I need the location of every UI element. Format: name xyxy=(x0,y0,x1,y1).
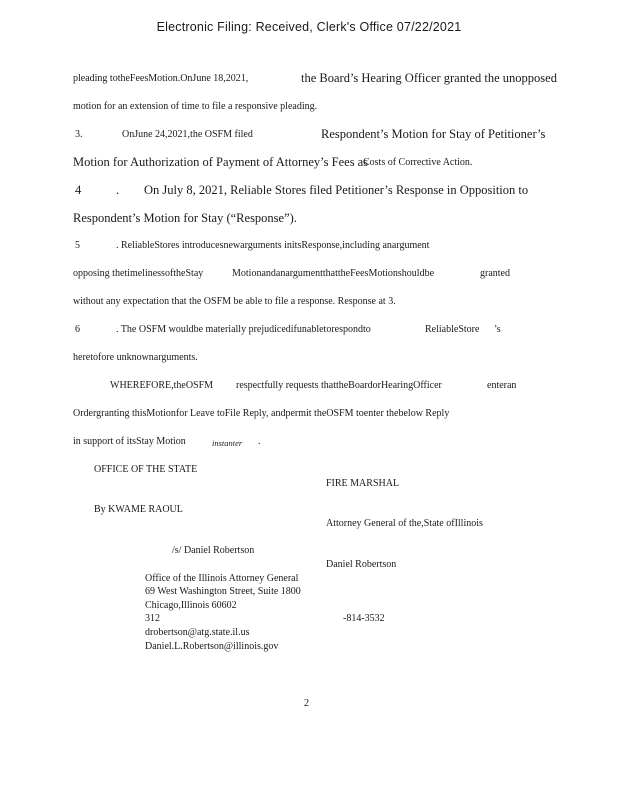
signer-name: Daniel Robertson xyxy=(326,559,397,570)
electronic-filing-header: Electronic Filing: Received, Clerk's Office 07/22/2021 xyxy=(156,20,462,34)
wherefore-line3-dot: . xyxy=(258,436,261,447)
office-of-the-state: OFFICE OF THE STATE xyxy=(94,464,198,475)
p1-line1-b: the Board’s Hearing Officer granted the unopposed xyxy=(301,71,557,85)
p1-line2: motion for an extension of time to file a responsive pleading. xyxy=(73,101,318,112)
address-line2: 69 West Washington Street, Suite 1800 xyxy=(145,586,301,597)
by-kwame-raoul: By KWAME RAOUL xyxy=(94,504,183,515)
p6-line1-a: . The OSFM wouldbe materially prejudicedifunabletorespondto xyxy=(116,324,371,335)
p5-line2-b: MotionandanargumentthattheFeesMotionshouldbe xyxy=(232,268,435,279)
wherefore-line1-a: WHEREFORE,theOSFM xyxy=(110,380,214,391)
p6-number: 6 xyxy=(75,324,80,335)
p5-line2-c: granted xyxy=(480,268,510,279)
attorney-general-line: Attorney General of the,State ofIllinois xyxy=(326,518,483,529)
p3-number: 3. xyxy=(75,129,83,140)
phone-number: -814-3532 xyxy=(343,613,385,624)
wherefore-line1-c: enteran xyxy=(487,380,517,391)
p5-line3: without any expectation that the OSFM be able to file a response. Response at 3. xyxy=(73,296,396,307)
p6-line1-b: ReliableStore xyxy=(425,324,480,335)
address-line1: Office of the Illinois Attorney General xyxy=(145,573,299,584)
p4-dot: . xyxy=(116,183,120,197)
p3-line1-a: OnJune 24,2021,the OSFM filed xyxy=(122,129,253,140)
p3-line2-a: Motion for Authorization of Payment of Attorney’s Fees as xyxy=(73,155,369,169)
p3-line2-b: Costs of Corrective Action. xyxy=(363,157,473,168)
address-line3: Chicago,Illinois 60602 xyxy=(145,600,237,611)
phone-area-code: 312 xyxy=(145,613,160,624)
wherefore-instanter: instanter xyxy=(212,438,243,448)
wherefore-line3-a: in support of itsStay Motion xyxy=(73,436,186,447)
p3-line1-b: Respondent’s Motion for Stay of Petitioner’s xyxy=(321,127,546,141)
email-primary: drobertson@atg.state.il.us xyxy=(145,627,250,638)
p4-number: 4 xyxy=(75,183,82,197)
p5-line2-a: opposing thetimelinessoftheStay xyxy=(73,268,204,279)
p6-line2: heretofore unknownarguments. xyxy=(73,352,198,363)
wherefore-line1-b: respectfully requests thattheBoardorHearingOfficer xyxy=(236,380,442,391)
p4-line1: On July 8, 2021, Reliable Stores filed Petitioner’s Response in Opposition to xyxy=(144,183,529,197)
page-number: 2 xyxy=(304,698,309,709)
p6-line1-c: ’s xyxy=(494,324,501,335)
wherefore-line2: Ordergranting thisMotionfor Leave toFile Reply, andpermit theOSFM toenter thebelow Reply xyxy=(73,408,450,419)
email-secondary: Daniel.L.Robertson@illinois.gov xyxy=(145,641,279,652)
p5-line1: . ReliableStores introducesnewarguments initsResponse,including anargument xyxy=(116,240,430,251)
p4-line2: Respondent’s Motion for Stay (“Response”). xyxy=(73,211,297,225)
electronic-signature: /s/ Daniel Robertson xyxy=(172,545,255,556)
fire-marshal: FIRE MARSHAL xyxy=(326,478,400,489)
p5-number: 5 xyxy=(75,240,80,251)
p1-line1-a: pleading totheFeesMotion.OnJune 18,2021, xyxy=(73,73,249,84)
